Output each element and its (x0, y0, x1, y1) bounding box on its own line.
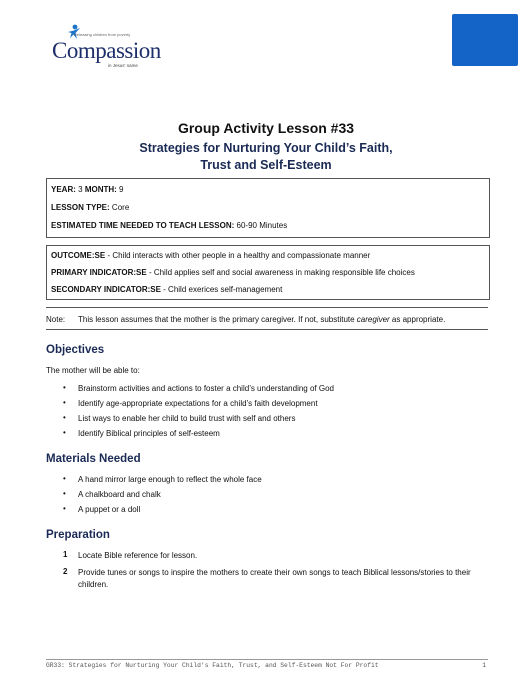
step-text: Provide tunes or songs to inspire the mothers to create their own songs to teach Biblical lessons/stories to their children. (78, 568, 471, 589)
material-text: A chalkboard and chalk (78, 490, 161, 499)
material-text: A hand mirror large enough to reflect the whole face (78, 475, 262, 484)
footer-text: GR33: Strategies for Nurturing Your Child’s Faith, Trust, and Self-Esteem Not For Profit (46, 662, 379, 669)
compassion-logo (52, 24, 162, 68)
objectives-heading: Objectives (46, 344, 105, 356)
note-label: Note: (46, 315, 66, 324)
objective-text: List ways to enable her child to build trust with self and others (78, 414, 296, 423)
note (46, 315, 446, 324)
note-text (78, 315, 445, 324)
secondary-indicator-text: - Child exerices self-management (160, 285, 283, 294)
logo-wordmark: Compassion (52, 38, 161, 63)
year-month-row (51, 185, 124, 194)
logo-subline: in Jesus' name (108, 63, 138, 68)
page-number: 1 (482, 662, 486, 669)
page-subtitle-line2: Trust and Self-Esteem (200, 158, 332, 172)
lesson-info-box (46, 178, 490, 238)
lesson-type-label: LESSON TYPE: (51, 203, 110, 212)
lesson-type-value: Core (111, 203, 130, 212)
material-text: A puppet or a doll (78, 505, 141, 514)
page-footer (46, 659, 488, 669)
time-row (51, 221, 287, 230)
logo-tagline: Releasing children from poverty (74, 32, 131, 37)
secondary-indicator-row (51, 285, 282, 294)
brand-color-block (452, 14, 518, 66)
outcome-row (51, 251, 370, 260)
note-text-b: as appropriate. (389, 315, 446, 324)
note-bottom-rule (46, 329, 488, 330)
time-value: 60-90 Minutes (236, 221, 288, 230)
primary-indicator-text: - Child applies self and social awareness in making responsible life choices (146, 268, 415, 277)
note-italic: caregiver (356, 315, 390, 324)
primary-indicator-label: PRIMARY INDICATOR:SE (51, 268, 147, 277)
outcome-label: OUTCOME:SE (51, 251, 106, 260)
objective-text: Brainstorm activities and actions to foster a child’s understanding of God (78, 384, 334, 393)
time-label: ESTIMATED TIME NEEDED TO TEACH LESSON: (51, 221, 235, 230)
step-text: Locate Bible reference for lesson. (78, 551, 198, 560)
objectives-intro: The mother will be able to: (46, 366, 140, 375)
outcomes-box (46, 245, 490, 300)
page-title: Group Activity Lesson #33 (177, 120, 355, 136)
secondary-indicator-label: SECONDARY INDICATOR:SE (51, 285, 161, 294)
year-value: 3 (78, 185, 83, 194)
preparation-heading: Preparation (46, 529, 110, 541)
lesson-type-row (51, 203, 129, 212)
note-text-a: This lesson assumes that the mother is the primary caregiver. If not, substitute (78, 315, 357, 324)
month-label: MONTH: (84, 185, 117, 194)
month-value: 9 (119, 185, 124, 194)
outcome-text: - Child interacts with other people in a healthy and compassionate manner (105, 251, 371, 260)
primary-indicator-row (51, 268, 415, 277)
step-number: 1 (63, 550, 68, 559)
materials-heading: Materials Needed (46, 453, 141, 465)
page-subtitle-line1: Strategies for Nurturing Your Child’s Faith, (139, 141, 393, 155)
objective-text: Identify age-appropriate expectations for a child’s faith development (78, 399, 318, 408)
objective-text: Identify Biblical principles of self-esteem (78, 429, 220, 438)
step-number: 2 (63, 567, 68, 576)
note-top-rule (46, 307, 488, 308)
year-label: YEAR: (51, 185, 76, 194)
